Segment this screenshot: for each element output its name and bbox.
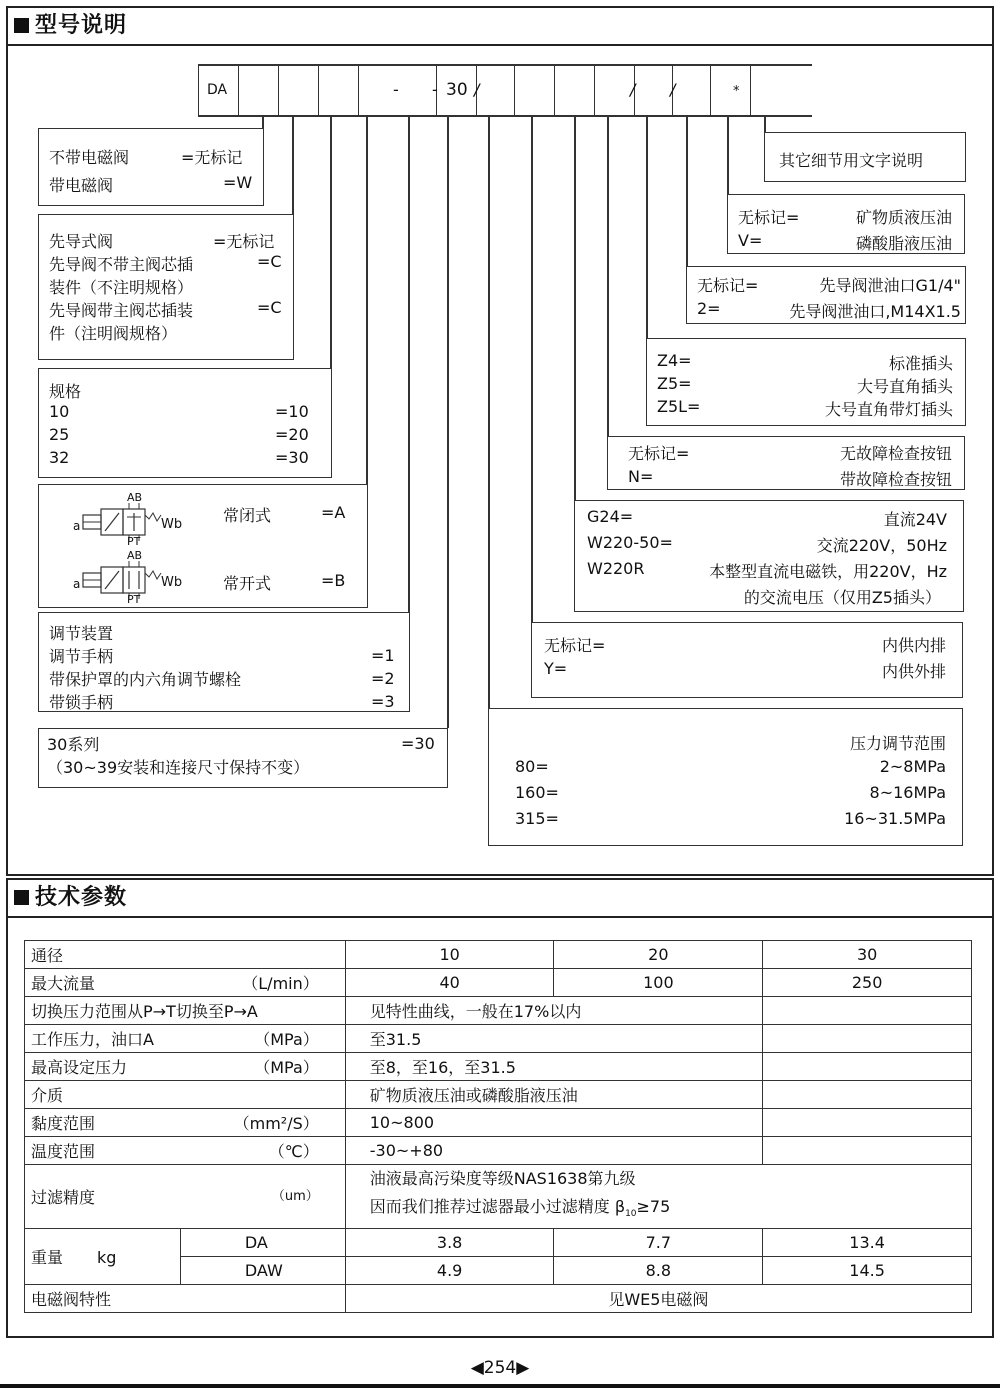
filter-text: ≥75: [636, 1197, 671, 1216]
option-label: 无故障检查按钮: [839, 444, 952, 463]
table-cell: 7.7: [554, 1229, 763, 1257]
option-label: 带保护罩的内六角调节螺栓: [49, 670, 242, 689]
table-cell: DAW: [180, 1257, 345, 1285]
table-cell: -30~+80: [345, 1137, 762, 1165]
option-code: =2: [371, 669, 395, 688]
table-row: [25, 1165, 972, 1229]
option-code: =B: [321, 571, 346, 590]
table-row: [25, 1025, 972, 1053]
spec-table: [24, 940, 972, 1313]
drain-option-box: [686, 266, 966, 324]
option-code: =C: [257, 298, 282, 317]
option-label: 8~16MPa: [869, 783, 946, 802]
table-cell: 14.5: [763, 1257, 972, 1285]
option-label: 先导式阀: [49, 232, 114, 251]
valve-symbol-nc: [73, 491, 213, 548]
row-unit: （um）: [271, 1189, 319, 1205]
right-triangle-icon: ▶: [516, 1358, 530, 1378]
adjust-option-box: [38, 612, 410, 712]
option-code: =A: [321, 503, 346, 522]
option-code: =1: [371, 646, 395, 665]
table-cell: 30: [763, 941, 972, 969]
table-row: [25, 969, 972, 997]
port-label: AB: [127, 549, 143, 562]
row-unit: （MPa）: [254, 1030, 319, 1049]
option-label: 大号直角带灯插头: [824, 400, 953, 419]
table-cell: DA: [180, 1229, 345, 1257]
row-unit: （MPa）: [254, 1058, 319, 1077]
option-code: =10: [275, 402, 309, 421]
option-code: =30: [275, 448, 309, 467]
option-label: （30~39安装和连接尺寸保持不变）: [47, 758, 310, 777]
option-label: 带锁手柄: [49, 693, 114, 712]
option-code: Z4=: [657, 351, 692, 370]
table-cell-label: 介质: [25, 1081, 346, 1109]
table-cell-label: [25, 1165, 346, 1229]
symbol-option-box: [38, 484, 368, 608]
row-unit: kg: [97, 1248, 117, 1268]
fluid-option-box: [727, 194, 965, 254]
option-code: N=: [628, 467, 654, 486]
button-option-box: [607, 436, 965, 490]
option-code: 无标记=: [697, 276, 759, 295]
table-cell: 3.8: [345, 1229, 554, 1257]
option-label: 先导阀泄油口G1/4": [819, 276, 961, 295]
option-label: 磷酸脂液压油: [855, 234, 952, 253]
option-code: =W: [223, 173, 253, 192]
row-label: 最高设定压力: [31, 1058, 128, 1077]
table-cell: 至31.5: [345, 1025, 762, 1053]
filter-line: 油液最高污染度等级NAS1638第九级: [369, 1169, 636, 1188]
option-label: 常闭式: [223, 506, 272, 525]
table-cell: 250: [763, 969, 972, 997]
port-label: Wb: [161, 517, 183, 532]
table-cell-label: 切换压力范围从P→T切换至P→A: [25, 997, 346, 1025]
option-code: G24=: [587, 507, 634, 526]
table-cell: 见WE5电磁阀: [345, 1285, 971, 1313]
table-cell: 10: [345, 941, 554, 969]
supply-option-box: [531, 622, 963, 698]
port-label: a: [73, 519, 81, 533]
option-label: 内供外排: [881, 662, 946, 681]
valve-symbol-no: [73, 549, 213, 606]
port-label: PT: [127, 593, 141, 606]
table-cell: 100: [554, 969, 763, 997]
option-label: 先导阀泄油口,M14X1.5: [789, 302, 961, 321]
table-cell-label: [25, 969, 346, 997]
table-cell-label: [25, 1053, 346, 1081]
table-row: [25, 1285, 972, 1313]
option-label: 16~31.5MPa: [844, 809, 946, 828]
square-bullet-icon: [14, 890, 29, 905]
section-header-spec: [6, 878, 994, 918]
row-label: 过滤精度: [31, 1188, 96, 1208]
section-title: 技术参数: [35, 885, 128, 910]
code-dash: -: [393, 80, 399, 99]
option-label: 标准插头: [888, 354, 953, 373]
option-code: 2=: [697, 299, 721, 318]
option-code: Z5L=: [657, 397, 701, 416]
table-cell: [345, 1165, 971, 1229]
option-code: =3: [371, 692, 395, 711]
option-code: 160=: [515, 783, 559, 802]
table-cell-label: [25, 1025, 346, 1053]
port-label: AB: [127, 491, 143, 504]
option-code: Z5=: [657, 374, 692, 393]
size-option-box: [38, 368, 332, 478]
table-cell: 4.9: [345, 1257, 554, 1285]
option-label: 本整型直流电磁铁，用220V，Hz: [709, 562, 947, 581]
option-code: =30: [401, 734, 435, 753]
option-title: 压力调节范围: [849, 734, 946, 753]
row-unit: （L/min）: [242, 974, 319, 993]
row-unit: （℃）: [268, 1142, 319, 1161]
valve-symbol-icon: [73, 553, 213, 603]
table-cell: 至8，至16，至31.5: [345, 1053, 762, 1081]
row-unit: （mm²/S）: [233, 1114, 319, 1133]
table-row: [25, 941, 972, 969]
plug-option-box: [646, 338, 966, 426]
port-label: PT: [127, 535, 141, 548]
section-title: 型号说明: [35, 13, 128, 38]
option-code: =无标记: [181, 148, 243, 167]
table-row: [25, 1229, 972, 1257]
solenoid-option-box: [38, 128, 264, 206]
pilot-option-box: [38, 214, 294, 360]
option-label: 25: [49, 425, 70, 444]
option-label: 直流24V: [883, 510, 947, 529]
code-slash: /: [474, 80, 480, 99]
option-label: 先导阀带主阀芯插装: [49, 301, 194, 320]
page-number: [0, 1358, 1000, 1378]
table-cell-label: [25, 1137, 346, 1165]
table-cell: 10~800: [345, 1109, 762, 1137]
option-title: 调节装置: [49, 624, 114, 643]
series-option-box: [38, 728, 448, 788]
option-label: 32: [49, 448, 70, 467]
option-title: 规格: [49, 382, 82, 401]
option-label: 带故障检查按钮: [839, 470, 952, 489]
table-row: [25, 1109, 972, 1137]
left-triangle-icon: ◀: [470, 1358, 484, 1378]
pressure-option-box: [488, 708, 963, 846]
table-cell: 20: [554, 941, 763, 969]
code-slash: /: [670, 80, 676, 99]
option-code: Y=: [544, 659, 568, 678]
option-label: 件（注明阀规格）: [49, 324, 178, 343]
other-option-box: [764, 132, 966, 182]
code-prefix: DA: [207, 82, 228, 98]
option-label: 带电磁阀: [49, 176, 114, 195]
option-label: 交流220V，50Hz: [816, 536, 947, 555]
row-label: 最大流量: [31, 974, 96, 993]
option-code: W220-50=: [587, 533, 673, 552]
filter-sub: 10: [625, 1209, 637, 1220]
code-star: *: [733, 84, 740, 99]
row-label: 温度范围: [31, 1142, 96, 1161]
option-label: 大号直角插头: [856, 377, 953, 396]
table-row: [25, 1053, 972, 1081]
option-label: 先导阀不带主阀芯插: [49, 255, 194, 274]
option-label: 2~8MPa: [879, 757, 946, 776]
option-code: W220R: [587, 559, 645, 578]
page-number-text: 254: [483, 1358, 517, 1378]
option-code: 80=: [515, 757, 549, 776]
table-cell-label: [25, 1109, 346, 1137]
option-label: 内供内排: [881, 636, 946, 655]
option-label: 调节手柄: [49, 647, 114, 666]
option-label: 30系列: [47, 735, 100, 754]
row-label: 重量: [31, 1248, 64, 1268]
filter-text: 因而我们推荐过滤器最小过滤精度 β: [369, 1197, 626, 1216]
table-cell: 见特性曲线，一般在17%以内: [345, 997, 762, 1025]
port-label: a: [73, 577, 81, 591]
option-code: 315=: [515, 809, 559, 828]
option-code: =C: [257, 252, 282, 271]
voltage-option-box: [574, 500, 964, 612]
table-cell-label: [25, 1229, 181, 1285]
filter-line: [370, 1193, 965, 1228]
option-label: 矿物质液压油: [855, 208, 952, 227]
option-label: 装件（不注明规格）: [49, 278, 194, 297]
table-cell: 8.8: [554, 1257, 763, 1285]
option-label: 常开式: [223, 574, 272, 593]
option-label: 不带电磁阀: [49, 148, 130, 167]
valve-symbol-icon: [73, 495, 213, 545]
table-cell-label: 电磁阀特性: [25, 1285, 346, 1313]
code-series: 30: [446, 80, 468, 100]
table-cell: 13.4: [763, 1229, 972, 1257]
table-cell-label: 通径: [25, 941, 346, 969]
port-label: Wb: [161, 575, 183, 590]
code-slash: /: [630, 80, 636, 99]
table-cell: 矿物质液压油或磷酸脂液压油: [345, 1081, 762, 1109]
option-code: V=: [738, 231, 763, 250]
option-label: 其它细节用文字说明: [779, 151, 924, 170]
row-label: 工作压力，油口A: [31, 1030, 154, 1049]
option-code: =20: [275, 425, 309, 444]
table-row: [25, 1081, 972, 1109]
option-code: =无标记: [213, 232, 275, 251]
option-code: 无标记=: [628, 444, 690, 463]
option-code: 无标记=: [738, 208, 800, 227]
table-cell: 40: [345, 969, 554, 997]
option-label: 10: [49, 402, 70, 421]
option-code: 无标记=: [544, 636, 606, 655]
table-row: [25, 1137, 972, 1165]
code-dash: -: [432, 80, 438, 99]
option-label: 的交流电压（仅用Z5插头）: [743, 588, 941, 607]
table-row: [25, 997, 972, 1025]
row-label: 黏度范围: [31, 1114, 96, 1133]
bottom-border: [0, 1384, 1000, 1388]
